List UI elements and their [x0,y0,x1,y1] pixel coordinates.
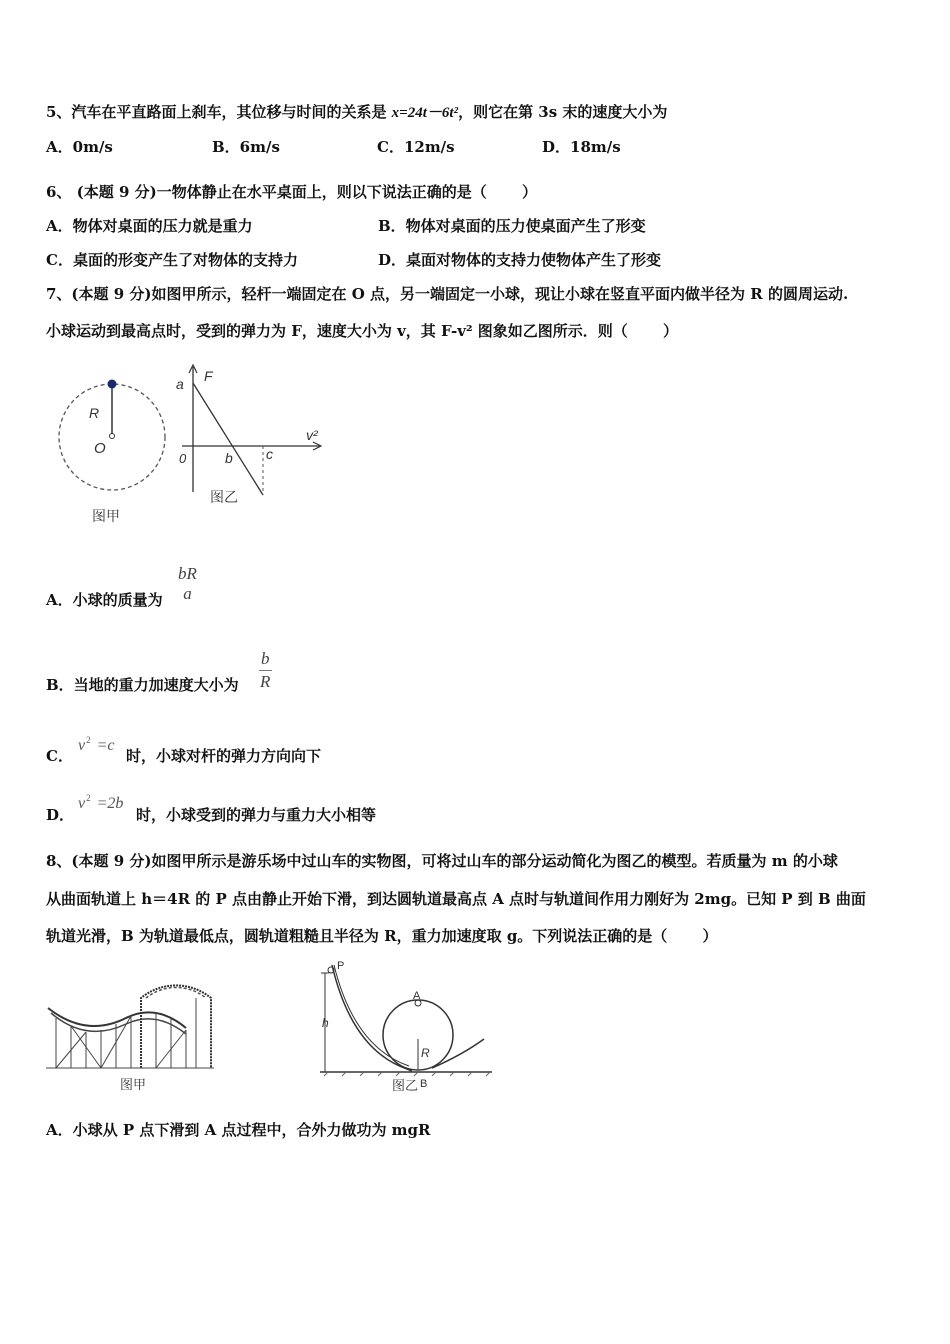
q6-option-b: B．物体对桌面的压力使桌面产生了形变 [378,217,646,235]
q6-option-a: A．物体对桌面的压力就是重力 [46,217,253,235]
q7-option-d-equation: $v^2 =2b$ [78,793,124,812]
q7-figure-jia [50,370,180,530]
label-b: b [225,450,233,466]
q7-option-b-fraction: b R [260,649,271,691]
q7-option-a: A．小球的质量为 [46,591,163,609]
caption-yi: 图乙 [210,489,238,505]
f-v2-line [193,383,263,495]
q8-stem-line2: 从曲面轨道上 h＝4R 的 P 点由静止开始下滑，到达圆轨道最高点 A 点时与轨道间作用力刚好为 2mg。已知 P 到 B 曲面 [46,890,866,908]
q7-option-c-label: C． [46,747,73,765]
q7-figure-yi [170,362,330,512]
q8-figure-yi [312,955,497,1095]
q5-option-c: C．12m/s [377,138,455,156]
q5-option-b: B．6m/s [212,138,280,156]
q6-stem: 6、 (本题 9 分)一物体静止在水平桌面上，则以下说法正确的是（ ） [46,183,537,201]
label-F: F [204,368,213,384]
caption-jia: 图甲 [120,1077,147,1092]
q8-stem-line1: 8、(本题 9 分)如图甲所示是游乐场中过山车的实物图，可将过山车的部分运动简化为图乙的模型。若质量为 m 的小球 [46,852,838,870]
q8-option-a: A．小球从 P 点下滑到 A 点过程中，合外力做功为 mgR [46,1121,431,1139]
curved-track [332,965,412,1071]
label-B: B [420,1078,428,1090]
label-h: h [322,1016,329,1030]
q6-option-c: C．桌面的形变产生了对物体的支持力 [46,251,298,269]
label-P: P [337,960,345,972]
ball [108,380,117,389]
label-O: O [94,440,106,457]
q7-stem-line2: 小球运动到最高点时，受到的弹力为 F，速度大小为 v，其 F-v² 图象如乙图所示．则（ ） [46,322,678,340]
q5-option-a: A．0m/s [46,138,113,156]
q7-option-d-label: D． [46,806,75,824]
pivot-point [110,434,115,439]
exit-track [432,1039,484,1068]
q6-option-d: D．桌面对物体的支持力使物体产生了形变 [378,251,662,269]
q7-option-d-text: 时，小球受到的弹力与重力大小相等 [136,806,377,824]
q7-stem-line1: 7、(本题 9 分)如图甲所示，轻杆一端固定在 O 点，另一端固定一小球，现让小球在竖直平面内做半径为 R 的圆周运动. [46,285,849,303]
q5-stem: 5、汽车在平直路面上刹车，其位移与时间的关系是 x=24t－6t²，则它在第 3s 末的速度大小为 [46,103,668,121]
label-A: A [413,990,421,1002]
label-c: c [266,446,273,462]
caption-jia: 图甲 [92,508,120,524]
q8-stem-line3: 轨道光滑，B 为轨道最低点，圆轨道粗糙且半径为 R，重力加速度取 g。下列说法正确的是（ ） [46,927,718,945]
q7-option-c-text: 时，小球对杆的弹力方向向下 [126,747,322,765]
caption-yi: 图乙 [392,1078,419,1093]
q5-option-d: D．18m/s [542,138,621,156]
q7-option-b: B．当地的重力加速度大小为 [46,676,239,694]
q8-figure-jia [46,958,216,1098]
label-zero: 0 [179,451,187,466]
q5-formula: x=24t－6t² [391,105,459,121]
label-a: a [176,376,184,392]
label-R: R [89,405,100,421]
label-v2: v² [306,427,318,443]
q7-option-a-fraction: bR a [178,564,197,603]
label-R: R [421,1046,430,1060]
q7-option-c-equation: $v^2 =c$ [78,735,115,754]
